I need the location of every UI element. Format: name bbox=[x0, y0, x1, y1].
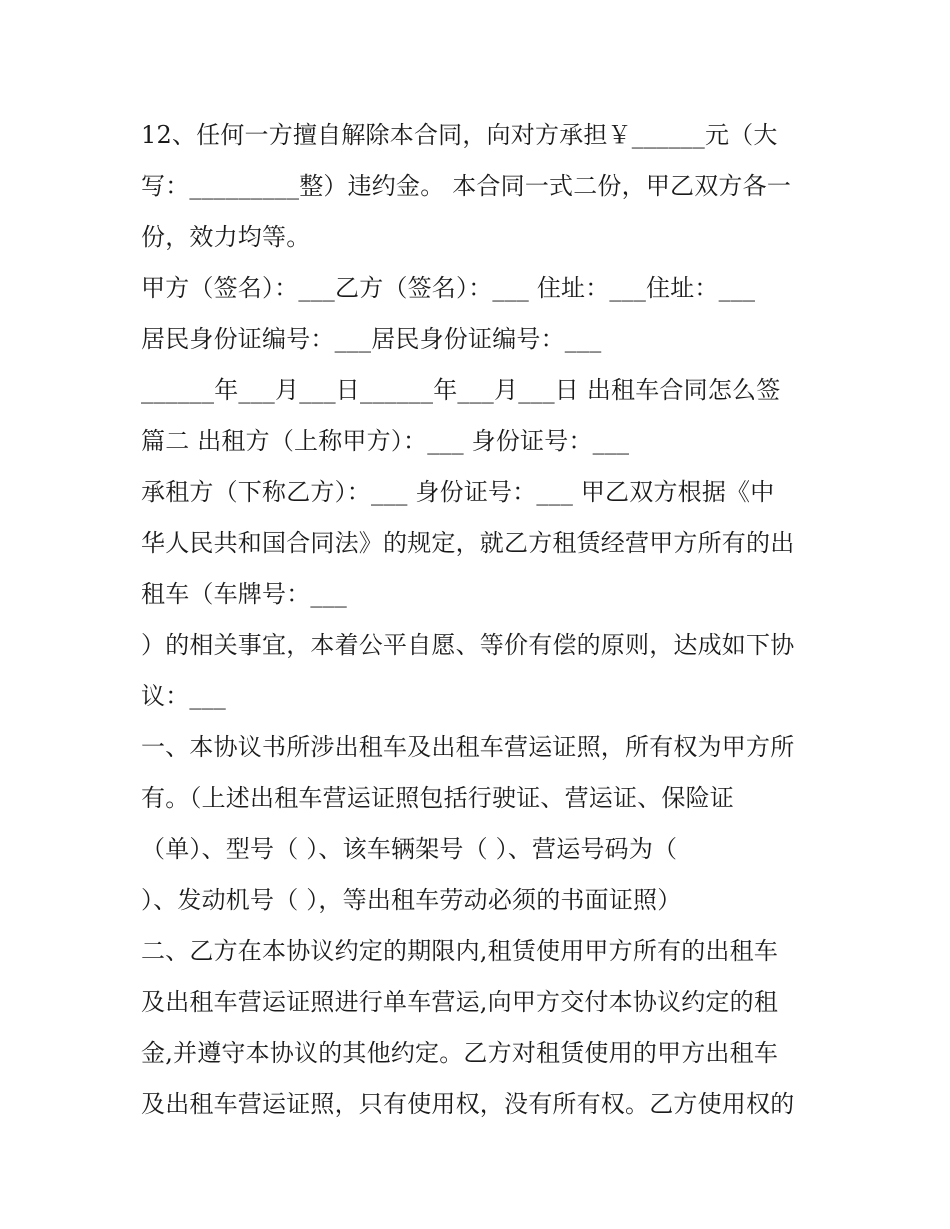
text-line: 居民身份证编号：___居民身份证编号：___ bbox=[141, 325, 602, 353]
text-line: 一、本协议书所涉出租车及出租车营运证照，所有权为甲方所 bbox=[141, 733, 795, 761]
text-line: ）、发动机号（ ），等出租车劳动必须的书面证照） bbox=[141, 886, 682, 914]
text-line: 有。（上述出租车营运证照包括行驶证、营运证、保险证 bbox=[141, 784, 734, 812]
text-line: 承租方（下称乙方）：___ 身份证号：___ 甲乙双方根据《中 bbox=[141, 478, 775, 506]
text-line: 12、任何一方擅自解除本合同，向对方承担￥______元（大 bbox=[141, 121, 778, 149]
text-line: 写：_________整）违约金。 本合同一式二份，甲乙双方各一 bbox=[141, 172, 792, 200]
text-line: ______年___月___日______年___月___日 出租车合同怎么签 bbox=[141, 376, 781, 404]
text-line: 华人民共和国合同法》的规定，就乙方租赁经营甲方所有的出 bbox=[141, 529, 795, 557]
text-line: （单）、型号（ ）、该车辆架号（ ）、营运号码为（ bbox=[141, 835, 678, 863]
text-line: 租车（车牌号：___ bbox=[141, 580, 347, 608]
text-line: 份，效力均等。 bbox=[141, 223, 311, 251]
text-line: 甲方（签名）：___乙方（签名）：___ 住址：___住址：___ bbox=[141, 274, 756, 302]
text-line: 议：___ bbox=[141, 682, 226, 710]
text-line: 二、乙方在本协议约定的期限内,租赁使用甲方所有的出租车 bbox=[141, 937, 779, 965]
text-line: ）的相关事宜，本着公平自愿、等价有偿的原则，达成如下协 bbox=[141, 631, 795, 659]
text-line: 及出租车营运证照，只有使用权，没有所有权。乙方使用权的 bbox=[141, 1090, 795, 1118]
document-body bbox=[141, 110, 821, 1130]
text-line: 及出租车营运证照进行单车营运,向甲方交付本协议约定的租 bbox=[141, 988, 779, 1016]
text-line: 篇二 出租方（上称甲方）：___ 身份证号：___ bbox=[141, 427, 630, 455]
text-line: 金,并遵守本协议的其他约定。乙方对租赁使用的甲方出租车 bbox=[141, 1039, 779, 1067]
